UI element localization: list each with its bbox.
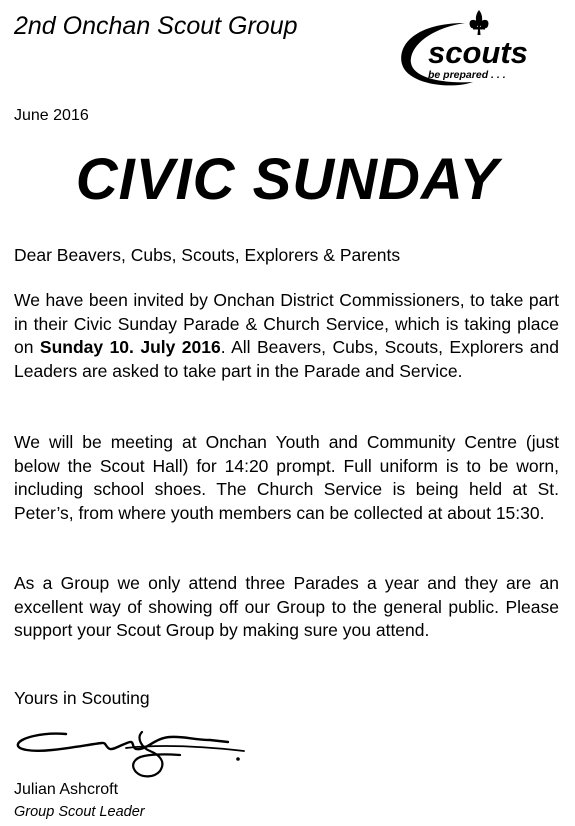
letter-date: June 2016 (14, 107, 89, 124)
signature (14, 718, 264, 784)
letter-title: CIVIC SUNDAY (75, 147, 500, 212)
greeting: Dear Beavers, Cubs, Scouts, Explorers & Parents (14, 245, 401, 265)
logo-tagline: be prepared . . . (428, 69, 506, 81)
event-date: Sunday 10. July 2016 (39, 337, 221, 357)
paragraph-meeting-details: We will be meeting at Onchan Youth and Community Centre (just below the Scout Hall) for 14:20 prompt. Full uniform is to be worn, including school shoes. The Church Service is being held at St. Peter’s, from where youth members can be collected at about 15:30. (14, 432, 559, 523)
signer-name: Julian Ashcroft (14, 781, 119, 798)
paragraph-invitation-text: We have been invited by Onchan District Commissioners, to take part in their Civic Sunday Parade & Church Service, which is taking place on (14, 290, 559, 357)
paragraph-invitation (14, 289, 559, 383)
fleur-de-lis-icon (470, 10, 489, 35)
signer-role: Group Scout Leader (14, 804, 145, 820)
group-name: 2nd Onchan Scout Group (14, 12, 298, 40)
scouts-logo (395, 6, 563, 92)
paragraph-support: As a Group we only attend three Parades a year and they are an excellent way of showing off our Group to the general public. Please support your Scout Group by making sure you attend. (14, 573, 559, 640)
closing: Yours in Scouting (14, 688, 150, 708)
logo-wordmark: scouts (428, 35, 528, 70)
paragraph-invitation-text-end: . All Beavers, Cubs, Scouts, Explorers and Leaders are asked to take part in the Parade and Service. (14, 337, 559, 381)
